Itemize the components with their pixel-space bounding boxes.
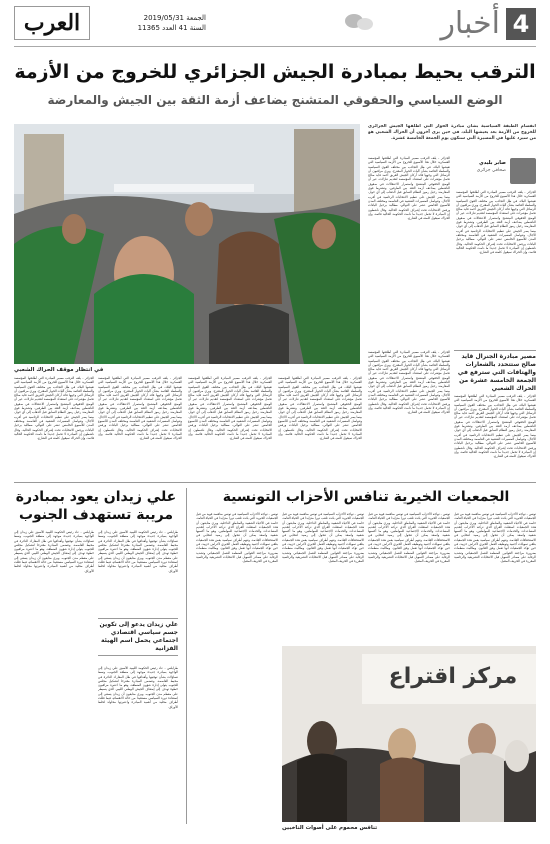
speech-bubbles-icon [344, 12, 374, 34]
zidan-body-col-2: طرابلس - عاد رئيس الحكومة الليبية الأسبق علي زيدان إلى الواجهة بمبادرة جديدة موجهة إلى منطقة الجنوب، وسط تساؤلات بشأن توقيتها وأهدافها في ظل المعارك الدائرة في محيط العاصمة. وتتضمن المبادرة مقترحا لتشكيل مجلس للجنوب يتولى إدارة شؤون المنطقة، وهو ما اعتبره مراقبون خطوة تهدف إلى إضعاف الجيش الوطني الليبي الذي يسيطر على معظم مدن الجنوب. ويرى متابعون أن زيدان يسعى إلى استعادة دوره السياسي مستفيدا من حالة الانقسام، فيما قللت أطراف محلية من أهمية المبادرة واعتبرتها محاولة لخلط الأوراق. [14, 530, 94, 573]
tunisia-body-col-2: تونس - تواجه الأحزاب السياسية في تونس منافسة قوية من قبل الجمعيات الخيرية التي باتت تلعب دورا متزايدا في الحياة العامة، خاصة في الأحياء الشعبية والمناطق الداخلية. ويرى متابعون أن هذه الجمعيات استغلت الفراغ الذي تركته الأحزاب لتقديم المساعدات والخدمات الاجتماعية للمواطنين، وهو ما أكسبها شعبية واسعة يمكن أن تتحول إلى رصيد انتخابي في الاستحقاقات القادمة. وتتهم أطراف سياسية بعض هذه الجمعيات بتلقي تمويلات أجنبية وتوظيف العمل الخيري لأغراض حزبية، في حين تؤكد الجمعيات أنها تعمل وفق القانون. وطالبت منظمات بضرورة مراجعة القوانين المنظمة للعمل الجمعياتي وتشديد الرقابة على مصادر التمويل قبل الانتخابات التشريعية والرئاسية المقررة في الخريف المقبل. [368, 512, 450, 564]
byline-name: صابر بليدي [479, 160, 506, 166]
zidan-headline: علي زيدان يعود بمبادرة مريبة تستهدف الجنوب [15, 489, 177, 523]
newspaper-logo: العرب [14, 6, 90, 40]
lead-headline: الترقب يحيط بمبادرة الجيش الجزائري للخروج من الأزمة [14, 61, 536, 83]
lead-body-col-1: الجزائر - يلف الترقب مصير المبادرة التي أطلقتها المؤسسة العسكرية خلال هذا الأسبوع للخروج من الأزمة السياسية التي تعيشها البلاد، في ظل التجاذب بين مختلف القوى السياسية والسلطة القائمة بشأن آليات الحوار المقترح. ويرى مراقبون أن الرسائل التي وجهها قائد أركان الجيش الفريق أحمد قايد صالح تحمل مؤشرات على استعداد المؤسسة لتقديم تنازلات، غير أن الوضع الحقوقي المتشنج واستمرار الاعتقالات في صفوف الناشطين يضاعف أزمة الثقة بين الطرفين. وتشترط قوى المعارضة رحيل رموز النظام السابق قبل الذهاب إلى أي حوار، بينما يصر الجيش على تنظيم الانتخابات الرئاسية في أقرب الآجال. وتتواصل المسيرات الشعبية في العاصمة ومختلف المدن للأسبوع الخامس عشر على التوالي، مطالبة برحيل الباءات ورفض الانتخابات تحت إشراف الحكومة الحالية. وقال ناشطون إن المبادرة لا تحمل جديدا ما دامت الحكومة الحالية قائمة، وإن الحراك سيقول كلمته في الشارع. [456, 190, 536, 255]
issue-date: الجمعة 2019/05/31 [143, 14, 206, 22]
column-divider [186, 488, 187, 824]
tunisia-body-col-3: تونس - تواجه الأحزاب السياسية في تونس منافسة قوية من قبل الجمعيات الخيرية التي باتت تلعب دورا متزايدا في الحياة العامة، خاصة في الأحياء الشعبية والمناطق الداخلية. ويرى متابعون أن هذه الجمعيات استغلت الفراغ الذي تركته الأحزاب لتقديم المساعدات والخدمات الاجتماعية للمواطنين، وهو ما أكسبها شعبية واسعة يمكن أن تتحول إلى رصيد انتخابي في الاستحقاقات القادمة. وتتهم أطراف سياسية بعض هذه الجمعيات بتلقي تمويلات أجنبية وتوظيف العمل الخيري لأغراض حزبية، في حين تؤكد الجمعيات أنها تعمل وفق القانون. وطالبت منظمات بضرورة مراجعة القوانين المنظمة للعمل الجمعياتي وتشديد الرقابة على مصادر التمويل قبل الانتخابات التشريعية والرئاسية المقررة في الخريف المقبل. [282, 512, 364, 564]
tunisia-body-col-1: تونس - تواجه الأحزاب السياسية في تونس منافسة قوية من قبل الجمعيات الخيرية التي باتت تلعب دورا متزايدا في الحياة العامة، خاصة في الأحياء الشعبية والمناطق الداخلية. ويرى متابعون أن هذه الجمعيات استغلت الفراغ الذي تركته الأحزاب لتقديم المساعدات والخدمات الاجتماعية للمواطنين، وهو ما أكسبها شعبية واسعة يمكن أن تتحول إلى رصيد انتخابي في الاستحقاقات القادمة. وتتهم أطراف سياسية بعض هذه الجمعيات بتلقي تمويلات أجنبية وتوظيف العمل الخيري لأغراض حزبية، في حين تؤكد الجمعيات أنها تعمل وفق القانون. وطالبت منظمات بضرورة مراجعة القوانين المنظمة للعمل الجمعياتي وتشديد الرقابة على مصادر التمويل قبل الانتخابات التشريعية والرئاسية المقررة في الخريف المقبل. [454, 512, 536, 564]
lead-body-col-3: الجزائر - يلف الترقب مصير المبادرة التي أطلقتها المؤسسة العسكرية خلال هذا الأسبوع للخروج من الأزمة السياسية التي تعيشها البلاد، في ظل التجاذب بين مختلف القوى السياسية والسلطة القائمة بشأن آليات الحوار المقترح. ويرى مراقبون أن الرسائل التي وجهها قائد أركان الجيش الفريق أحمد قايد صالح تحمل مؤشرات على استعداد المؤسسة لتقديم تنازلات، غير أن الوضع الحقوقي المتشنج واستمرار الاعتقالات في صفوف الناشطين يضاعف أزمة الثقة بين الطرفين. وتشترط قوى المعارضة رحيل رموز النظام السابق قبل الذهاب إلى أي حوار، بينما يصر الجيش على تنظيم الانتخابات الرئاسية في أقرب الآجال. وتتواصل المسيرات الشعبية في العاصمة ومختلف المدن للأسبوع الخامس عشر على التوالي، مطالبة برحيل الباءات ورفض الانتخابات تحت إشراف الحكومة الحالية. وقال ناشطون إن المبادرة لا تحمل جديدا ما دامت الحكومة الحالية قائمة، وإن الحراك سيقول كلمته في الشارع. [278, 376, 362, 441]
page-number-box: 4 [506, 8, 536, 40]
lead-body-col-4: الجزائر - يلف الترقب مصير المبادرة التي أطلقتها المؤسسة العسكرية خلال هذا الأسبوع للخروج من الأزمة السياسية التي تعيشها البلاد، في ظل التجاذب بين مختلف القوى السياسية والسلطة القائمة بشأن آليات الحوار المقترح. ويرى مراقبون أن الرسائل التي وجهها قائد أركان الجيش الفريق أحمد قايد صالح تحمل مؤشرات على استعداد المؤسسة لتقديم تنازلات، غير أن الوضع الحقوقي المتشنج واستمرار الاعتقالات في صفوف الناشطين يضاعف أزمة الثقة بين الطرفين. وتشترط قوى المعارضة رحيل رموز النظام السابق قبل الذهاب إلى أي حوار، بينما يصر الجيش على تنظيم الانتخابات الرئاسية في أقرب الآجال. وتتواصل المسيرات الشعبية في العاصمة ومختلف المدن للأسبوع الخامس عشر على التوالي، مطالبة برحيل الباءات ورفض الانتخابات تحت إشراف الحكومة الحالية. وقال ناشطون إن المبادرة لا تحمل جديدا ما دامت الحكومة الحالية قائمة، وإن الحراك سيقول كلمته في الشارع. [188, 376, 272, 441]
lead-pullquote: مصير مبادرة الجنرال قايد صالح ستتحدد بالشعارات والهتافات التي سترفع في الجمعة الخامسة عشرة من الحراك الشعبي [454, 350, 536, 393]
tunisia-photo [282, 646, 536, 822]
lead-body-col-6: الجزائر - يلف الترقب مصير المبادرة التي أطلقتها المؤسسة العسكرية خلال هذا الأسبوع للخروج من الأزمة السياسية التي تعيشها البلاد، في ظل التجاذب بين مختلف القوى السياسية والسلطة القائمة بشأن آليات الحوار المقترح. ويرى مراقبون أن الرسائل التي وجهها قائد أركان الجيش الفريق أحمد قايد صالح تحمل مؤشرات على استعداد المؤسسة لتقديم تنازلات، غير أن الوضع الحقوقي المتشنج واستمرار الاعتقالات في صفوف الناشطين يضاعف أزمة الثقة بين الطرفين. وتشترط قوى المعارضة رحيل رموز النظام السابق قبل الذهاب إلى أي حوار، بينما يصر الجيش على تنظيم الانتخابات الرئاسية في أقرب الآجال. وتتواصل المسيرات الشعبية في العاصمة ومختلف المدن للأسبوع الخامس عشر على التوالي، مطالبة برحيل الباءات ورفض الانتخابات تحت إشراف الحكومة الحالية. وقال ناشطون إن المبادرة لا تحمل جديدا ما دامت الحكومة الحالية قائمة، وإن الحراك سيقول كلمته في الشارع. [14, 376, 94, 441]
zidan-body-col-1b: طرابلس - عاد رئيس الحكومة الليبية الأسبق علي زيدان إلى الواجهة بمبادرة جديدة موجهة إلى منطقة الجنوب، وسط تساؤلات بشأن توقيتها وأهدافها في ظل المعارك الدائرة في محيط العاصمة. وتتضمن المبادرة مقترحا لتشكيل مجلس للجنوب يتولى إدارة شؤون المنطقة، وهو ما اعتبره مراقبون خطوة تهدف إلى إضعاف الجيش الوطني الليبي الذي يسيطر على معظم مدن الجنوب. ويرى متابعون أن زيدان يسعى إلى استعادة دوره السياسي مستفيدا من حالة الانقسام، فيما قللت أطراف محلية من أهمية المبادرة واعتبرتها محاولة لخلط الأوراق. [98, 666, 178, 709]
masthead [0, 0, 550, 52]
masthead-divider [14, 46, 536, 47]
lead-intro: انقسام الطبقة السياسية بشأن مبادرة الحوار التي أطلقها الجيش الجزائري للخروج من الأزمة بعد يعيشها البلد، في حين يرى آخرون أن الحراك الشعبي هو من سيرد عليها في المسيرة التي ستكون يوم الجمعة الخامسة عشرة. [368, 124, 536, 141]
zidan-body-col-1: طرابلس - عاد رئيس الحكومة الليبية الأسبق علي زيدان إلى الواجهة بمبادرة جديدة موجهة إلى منطقة الجنوب، وسط تساؤلات بشأن توقيتها وأهدافها في ظل المعارك الدائرة في محيط العاصمة. وتتضمن المبادرة مقترحا لتشكيل مجلس للجنوب يتولى إدارة شؤون المنطقة، وهو ما اعتبره مراقبون خطوة تهدف إلى إضعاف الجيش الوطني الليبي الذي يسيطر على معظم مدن الجنوب. ويرى متابعون أن زيدان يسعى إلى استعادة دوره السياسي مستفيدا من حالة الانقسام، فيما قللت أطراف محلية من أهمية المبادرة واعتبرتها محاولة لخلط الأوراق. [98, 530, 178, 573]
polling-sign: مركز اقتراع [388, 664, 518, 689]
tunisia-body-col-4: تونس - تواجه الأحزاب السياسية في تونس منافسة قوية من قبل الجمعيات الخيرية التي باتت تلعب دورا متزايدا في الحياة العامة، خاصة في الأحياء الشعبية والمناطق الداخلية. ويرى متابعون أن هذه الجمعيات استغلت الفراغ الذي تركته الأحزاب لتقديم المساعدات والخدمات الاجتماعية للمواطنين، وهو ما أكسبها شعبية واسعة يمكن أن تتحول إلى رصيد انتخابي في الاستحقاقات القادمة. وتتهم أطراف سياسية بعض هذه الجمعيات بتلقي تمويلات أجنبية وتوظيف العمل الخيري لأغراض حزبية، في حين تؤكد الجمعيات أنها تعمل وفق القانون. وطالبت منظمات بضرورة مراجعة القوانين المنظمة للعمل الجمعياتي وتشديد الرقابة على مصادر التمويل قبل الانتخابات التشريعية والرئاسية المقررة في الخريف المقبل. [196, 512, 278, 564]
byline-role: صحافي جزائري [476, 168, 506, 173]
tunisia-headline: الجمعيات الخيرية تنافس الأحزاب التونسية [222, 489, 510, 505]
issue-number: السنة 41 العدد 11365 [137, 24, 206, 32]
lead-body-col-2b: الجزائر - يلف الترقب مصير المبادرة التي أطلقتها المؤسسة العسكرية خلال هذا الأسبوع للخروج من الأزمة السياسية التي تعيشها البلاد، في ظل التجاذب بين مختلف القوى السياسية والسلطة القائمة بشأن آليات الحوار المقترح. ويرى مراقبون أن الرسائل التي وجهها قائد أركان الجيش الفريق أحمد قايد صالح تحمل مؤشرات على استعداد المؤسسة لتقديم تنازلات، غير أن الوضع الحقوقي المتشنج واستمرار الاعتقالات في صفوف الناشطين يضاعف أزمة الثقة بين الطرفين. وتشترط قوى المعارضة رحيل رموز النظام السابق قبل الذهاب إلى أي حوار، بينما يصر الجيش على تنظيم الانتخابات الرئاسية في أقرب الآجال. وتتواصل المسيرات الشعبية في العاصمة ومختلف المدن للأسبوع الخامس عشر على التوالي، مطالبة برحيل الباءات ورفض الانتخابات تحت إشراف الحكومة الحالية. وقال ناشطون إن المبادرة لا تحمل جديدا ما دامت الحكومة الحالية قائمة، وإن الحراك سيقول كلمته في الشارع. [368, 350, 450, 415]
byline-photo [510, 158, 536, 184]
tunisia-photo-caption: تنافس محموم على أصوات الناخبين [282, 825, 378, 831]
lead-body-col-1b: الجزائر - يلف الترقب مصير المبادرة التي أطلقتها المؤسسة العسكرية خلال هذا الأسبوع للخروج من الأزمة السياسية التي تعيشها البلاد، في ظل التجاذب بين مختلف القوى السياسية والسلطة القائمة بشأن آليات الحوار المقترح. ويرى مراقبون أن الرسائل التي وجهها قائد أركان الجيش الفريق أحمد قايد صالح تحمل مؤشرات على استعداد المؤسسة لتقديم تنازلات، غير أن الوضع الحقوقي المتشنج واستمرار الاعتقالات في صفوف الناشطين يضاعف أزمة الثقة بين الطرفين. وتشترط قوى المعارضة رحيل رموز النظام السابق قبل الذهاب إلى أي حوار، بينما يصر الجيش على تنظيم الانتخابات الرئاسية في أقرب الآجال. وتتواصل المسيرات الشعبية في العاصمة ومختلف المدن للأسبوع الخامس عشر على التوالي، مطالبة برحيل الباءات ورفض الانتخابات تحت إشراف الحكومة الحالية. وقال ناشطون إن المبادرة لا تحمل جديدا ما دامت الحكومة الحالية قائمة، وإن الحراك سيقول كلمته في الشارع. [454, 394, 536, 459]
zidan-pullquote: علي زيدان يدعو إلى تكوين جسم سياسي اقتصادي اجتماعي يحمل اسم الهيئة الفزانية [98, 618, 178, 656]
section-divider [14, 482, 536, 483]
section-title: أخبار [440, 6, 500, 41]
lead-body-col-2: الجزائر - يلف الترقب مصير المبادرة التي أطلقتها المؤسسة العسكرية خلال هذا الأسبوع للخروج من الأزمة السياسية التي تعيشها البلاد، في ظل التجاذب بين مختلف القوى السياسية والسلطة القائمة بشأن آليات الحوار المقترح. ويرى مراقبون أن الرسائل التي وجهها قائد أركان الجيش الفريق أحمد قايد صالح تحمل مؤشرات على استعداد المؤسسة لتقديم تنازلات، غير أن الوضع الحقوقي المتشنج واستمرار الاعتقالات في صفوف الناشطين يضاعف أزمة الثقة بين الطرفين. وتشترط قوى المعارضة رحيل رموز النظام السابق قبل الذهاب إلى أي حوار، بينما يصر الجيش على تنظيم الانتخابات الرئاسية في أقرب الآجال. وتتواصل المسيرات الشعبية في العاصمة ومختلف المدن للأسبوع الخامس عشر على التوالي، مطالبة برحيل الباءات ورفض الانتخابات تحت إشراف الحكومة الحالية. وقال ناشطون إن المبادرة لا تحمل جديدا ما دامت الحكومة الحالية قائمة، وإن الحراك سيقول كلمته في الشارع. [368, 156, 450, 221]
lead-body-col-5: الجزائر - يلف الترقب مصير المبادرة التي أطلقتها المؤسسة العسكرية خلال هذا الأسبوع للخروج من الأزمة السياسية التي تعيشها البلاد، في ظل التجاذب بين مختلف القوى السياسية والسلطة القائمة بشأن آليات الحوار المقترح. ويرى مراقبون أن الرسائل التي وجهها قائد أركان الجيش الفريق أحمد قايد صالح تحمل مؤشرات على استعداد المؤسسة لتقديم تنازلات، غير أن الوضع الحقوقي المتشنج واستمرار الاعتقالات في صفوف الناشطين يضاعف أزمة الثقة بين الطرفين. وتشترط قوى المعارضة رحيل رموز النظام السابق قبل الذهاب إلى أي حوار، بينما يصر الجيش على تنظيم الانتخابات الرئاسية في أقرب الآجال. وتتواصل المسيرات الشعبية في العاصمة ومختلف المدن للأسبوع الخامس عشر على التوالي، مطالبة برحيل الباءات ورفض الانتخابات تحت إشراف الحكومة الحالية. وقال ناشطون إن المبادرة لا تحمل جديدا ما دامت الحكومة الحالية قائمة، وإن الحراك سيقول كلمته في الشارع. [98, 376, 182, 441]
lead-photo-caption: في انتظار موقف الحراك الشعبي [14, 367, 104, 373]
lead-photo [14, 124, 360, 364]
lead-subhead: الوضع السياسي والحقوقي المتشنج يضاعف أزمة الثقة بين الجيش والمعارضة [47, 93, 503, 107]
